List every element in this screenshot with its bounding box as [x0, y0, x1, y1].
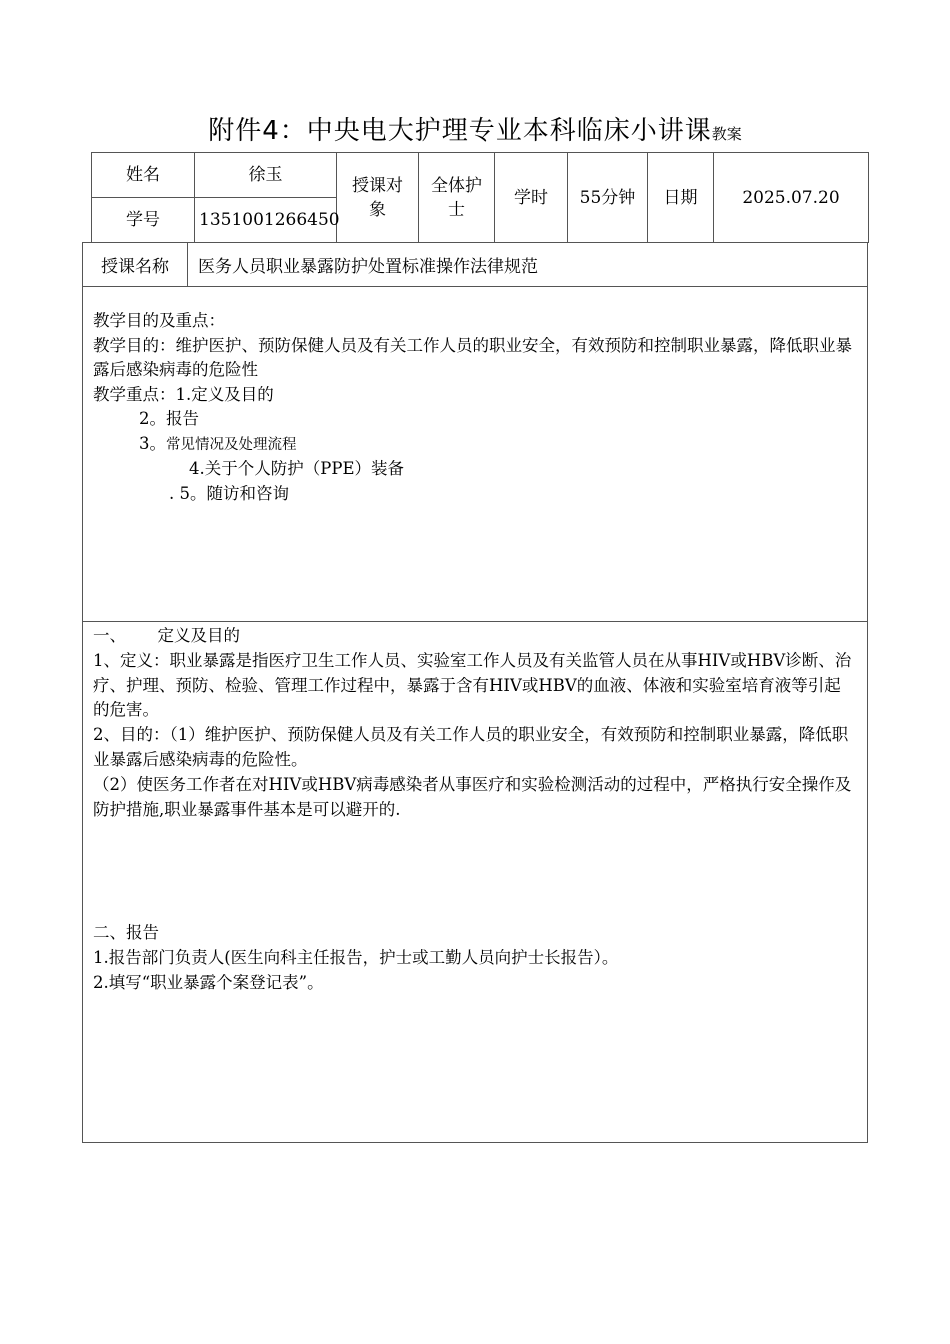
name-value: 徐玉 — [195, 153, 337, 198]
section1-purpose: 2、目的：（1）维护医护、预防保健人员及有关工作人员的职业安全，有效预防和控制职业暴露，降低职业暴露后感染病毒的危险性。 — [93, 725, 849, 769]
section1-purpose-2: （2）使医务工作者在对HIV或HBV病毒感染者从事医疗和实验检测活动的过程中，严格执行安全操作及防护措施,职业暴露事件基本是可以避开的. — [93, 774, 852, 819]
date-label: 日期 — [648, 153, 714, 243]
section2-item-2: 2.填写“职业暴露个案登记表”。 — [93, 972, 324, 992]
audience-value: 全体护士 — [419, 153, 495, 243]
hours-label: 学时 — [495, 153, 568, 243]
objectives-heading: 教学目的及重点： — [93, 311, 225, 330]
course-label: 授课名称 — [83, 243, 188, 286]
name-label: 姓名 — [92, 153, 195, 198]
title-suffix: 教案 — [711, 125, 742, 143]
key-point-3-number: 3。 — [139, 433, 166, 453]
key-point-2: 2。报告 — [139, 409, 199, 428]
document-title — [0, 110, 950, 147]
course-row — [82, 242, 868, 287]
key-point-5: . 5。随访和咨询 — [169, 483, 289, 503]
section1-heading: 一、 定义及目的 — [93, 626, 240, 645]
title-main: 附件4：中央电大护理专业本科临床小讲课 — [208, 116, 712, 146]
id-value: 1351001266450 — [195, 198, 337, 243]
objectives-section — [82, 286, 868, 622]
info-table — [91, 152, 869, 243]
content-section — [82, 621, 868, 1143]
audience-label: 授课对象 — [337, 153, 419, 243]
section1-definition: 1、定义：职业暴露是指医疗卫生工作人员、实验室工作人员及有关监管人员在从事HIV或HBV诊断、治疗、护理、预防、检验、管理工作过程中，暴露于含有HIV或HBV的血液、体液和实验室培育液等引起的危害。 — [93, 650, 852, 720]
key-point-1: 教学重点：1.定义及目的 — [93, 384, 274, 404]
id-label: 学号 — [92, 198, 195, 243]
spacer — [93, 822, 857, 921]
hours-value: 55分钟 — [568, 153, 648, 243]
section2-item-1: 1.报告部门负责人(医生向科主任报告，护士或工勤人员向护士长报告）。 — [93, 948, 619, 968]
course-value: 医务人员职业暴露防护处置标准操作法律规范 — [198, 257, 538, 277]
date-value: 2025.07.20 — [714, 153, 869, 243]
key-point-3 — [93, 432, 857, 458]
key-point-3-text: 常见情况及处理流程 — [166, 436, 297, 453]
objectives-purpose: 教学目的：维护医护、预防保健人员及有关工作人员的职业安全，有效预防和控制职业暴露，降低职业暴露后感染病毒的危险性 — [93, 335, 852, 379]
key-point-4: 4.关于个人防护（PPE）装备 — [189, 459, 404, 478]
section2-heading: 二、报告 — [93, 923, 159, 943]
